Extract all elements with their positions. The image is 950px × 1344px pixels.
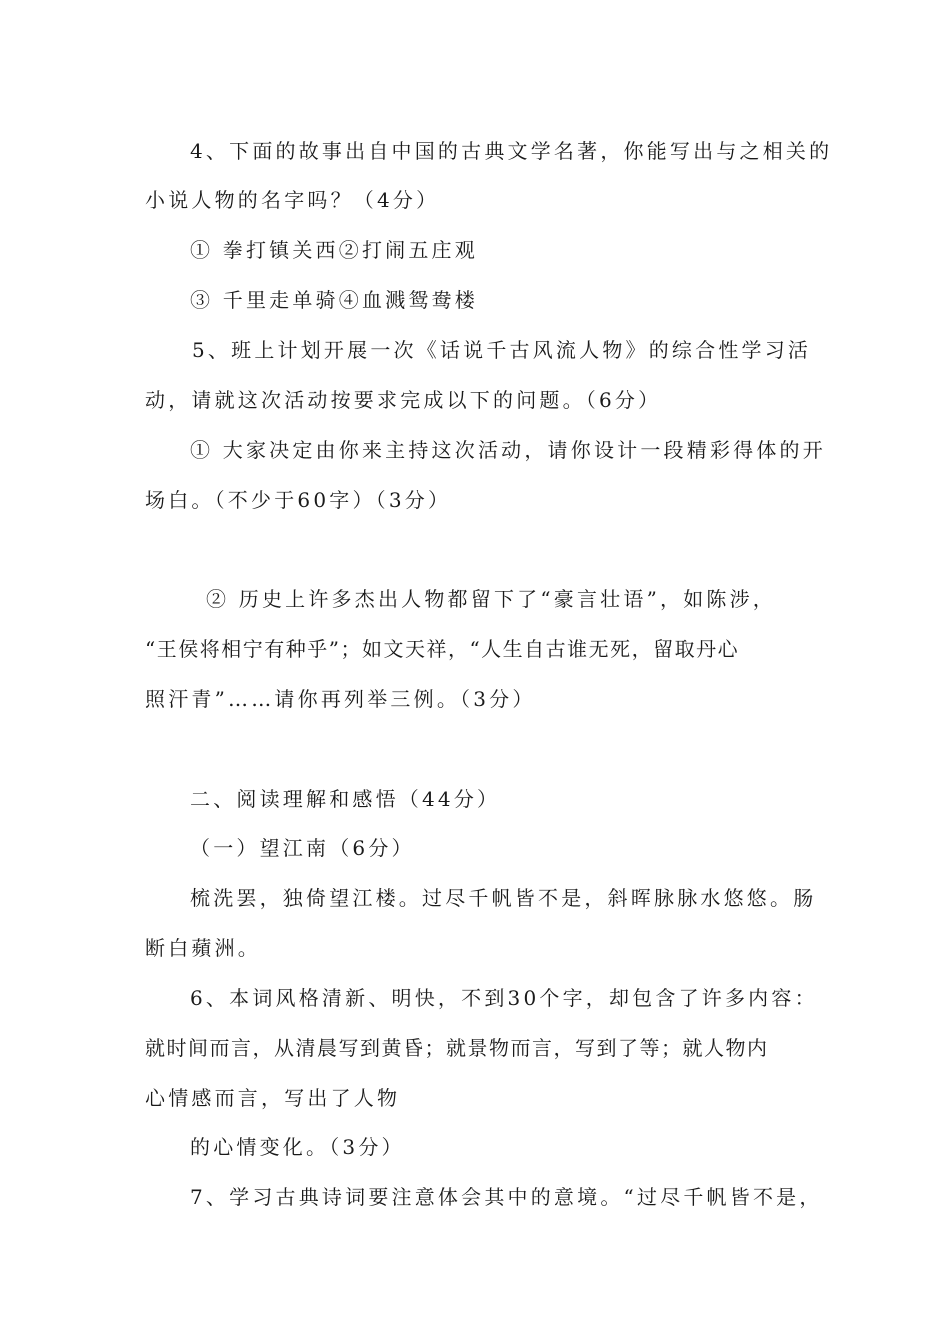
- question-5-prompt-cont: 动，请就这次活动按要求完成以下的问题。（6分）: [145, 388, 662, 412]
- question-5-part-2-cont: “王侯将相宁有种乎”；如文天祥，“人生自古谁无死，留取丹心: [145, 637, 740, 661]
- question-5-part-1: ① 大家决定由你来主持这次活动，请你设计一段精彩得体的开: [190, 438, 826, 462]
- question-4-items-1: ① 拳打镇关西②打闹五庄观: [190, 238, 478, 262]
- question-6-prompt-cont-2: 心情感而言，写出了人物: [145, 1086, 401, 1110]
- question-5-part-1-cont: 场白。（不少于60字）（3分）: [145, 488, 452, 512]
- question-4-prompt-cont: 小说人物的名字吗？（4分）: [145, 188, 440, 212]
- question-6-prompt-end: 的心情变化。（3分）: [190, 1135, 405, 1159]
- poem-text: 梳洗罢，独倚望江楼。过尽千帆皆不是，斜晖脉脉水悠悠。肠: [190, 886, 817, 910]
- question-5-part-2-end: 照汗青”……请你再列举三例。（3分）: [145, 687, 536, 711]
- section-heading: 二、阅读理解和感悟（44分）: [190, 787, 501, 811]
- question-5-prompt: 5、班上计划开展一次《话说千古风流人物》的综合性学习活: [192, 338, 812, 362]
- question-4-prompt: 4、下面的故事出自中国的古典文学名著，你能写出与之相关的: [190, 139, 833, 163]
- poem-text-cont: 断白蘋洲。: [145, 936, 261, 960]
- subsection-heading: （一）望江南（6分）: [190, 836, 415, 860]
- question-7-prompt: 7、学习古典诗词要注意体会其中的意境。“过尽千帆皆不是，: [190, 1185, 823, 1209]
- question-6-prompt: 6、本词风格清新、明快，不到30个字，却包含了许多内容：: [190, 986, 818, 1010]
- question-5-part-2: ② 历史上许多杰出人物都留下了“豪言壮语”，如陈涉，: [206, 587, 777, 611]
- question-4-items-2: ③ 千里走单骑④血溅鸳鸯楼: [190, 288, 478, 312]
- question-6-prompt-cont: 就时间而言，从清晨写到黄昏；就景物而言，写到了等；就人物内: [145, 1036, 769, 1060]
